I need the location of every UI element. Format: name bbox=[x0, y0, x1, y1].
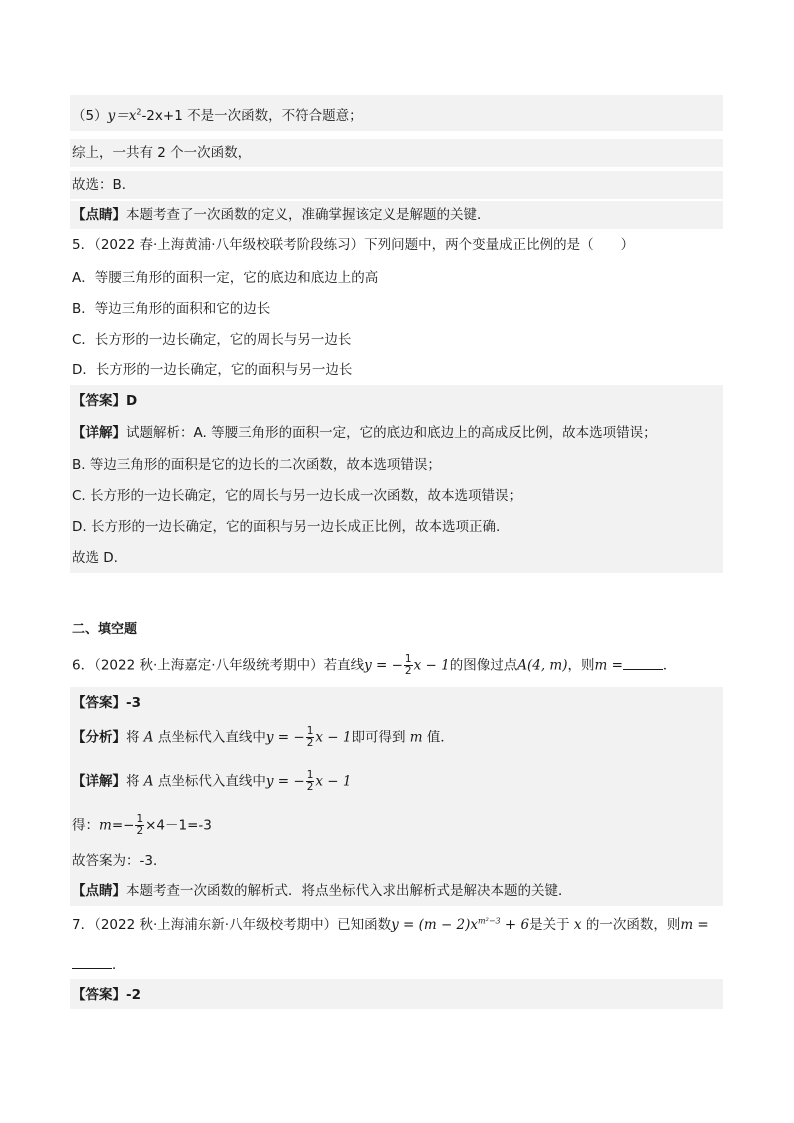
q6-conclusion bbox=[70, 852, 723, 870]
q6-detail-frac-num: 1 bbox=[306, 769, 314, 781]
q5-detail-text-1: 试题解析：A. 等腰三角形的面积一定，它的底边和底边上的高成反比例，故本选项错误； bbox=[126, 425, 657, 441]
q6-analysis-m: m bbox=[409, 729, 423, 746]
q6-detail-frac-den: 2 bbox=[306, 781, 314, 793]
q6-point: A(4, m) bbox=[517, 657, 568, 674]
q7-stem-c: 的一次函数，则 bbox=[585, 917, 681, 933]
q7-stem-a: 7．（2022 秋·上海浦东新·八年级校考期中）已知函数 bbox=[72, 917, 392, 933]
q5-detail-text-2: B. 等边三角形的面积是它的边长的二次函数，故本选项错误； bbox=[72, 457, 441, 473]
q4-comment bbox=[70, 201, 723, 229]
q6-stem-a: 6．（2022 秋·上海嘉定·八年级统考期中）若直线 bbox=[72, 657, 365, 674]
q7-stem bbox=[70, 916, 723, 938]
q7-tail: ． bbox=[112, 957, 126, 973]
q4-comment-tag: 【点睛】 bbox=[72, 207, 126, 223]
q4-line1-sup: 2 bbox=[136, 107, 142, 117]
q7-answer bbox=[70, 979, 723, 1009]
q7-eq: y = (m − 2)x bbox=[391, 917, 479, 933]
q6-eq-y: y = − bbox=[364, 657, 403, 674]
q6-stem bbox=[70, 654, 723, 680]
q5-stem bbox=[70, 236, 723, 254]
q6-analysis-frac-den: 2 bbox=[306, 737, 314, 749]
q6-calc-frac-den: 2 bbox=[136, 825, 144, 837]
q7-eq-sup: m²−3 bbox=[478, 916, 501, 926]
q6-analysis-a: 将 bbox=[126, 729, 140, 746]
q6-analysis-d: 值． bbox=[426, 729, 454, 746]
q6-var-m: m = bbox=[594, 657, 623, 674]
q7-var-x: x bbox=[573, 917, 582, 933]
section-title-text: 二、填空题 bbox=[72, 622, 138, 637]
q7-var-m: m = bbox=[680, 917, 709, 933]
q6-detail-b: 点坐标代入直线中 bbox=[157, 773, 266, 790]
q6-analysis bbox=[70, 726, 723, 752]
q6-analysis-fraction bbox=[306, 726, 315, 749]
q4-line1-eq: y＝x bbox=[107, 108, 137, 124]
q4-line-1 bbox=[70, 95, 723, 131]
q5-option-a-text: A．等腰三角形的面积一定，它的底边和底边上的高 bbox=[72, 270, 379, 286]
q4-line1-rest: -2x+1 不是一次函数，不符合题意； bbox=[141, 108, 363, 124]
q7-stem-b: 是关于 bbox=[529, 917, 570, 933]
q5-detail-text-5: 故选 D. bbox=[72, 550, 118, 566]
q5-detail-text-3: C. 长方形的一边长确定，它的周长与另一边长成一次函数，故本选项错误； bbox=[72, 488, 523, 504]
q6-calc-prefix: 得： bbox=[72, 817, 99, 834]
q6-analysis-eq-tail: x − 1 bbox=[315, 729, 352, 746]
q6-calc bbox=[70, 814, 723, 840]
q4-line3-text: 故选：B． bbox=[72, 177, 136, 193]
q6-fraction bbox=[404, 654, 413, 677]
q6-frac-den: 2 bbox=[404, 665, 412, 677]
q4-line2-text: 综上，一共有 2 个一次函数， bbox=[72, 145, 252, 161]
q6-analysis-tag: 【分析】 bbox=[72, 729, 126, 746]
q6-comment bbox=[70, 882, 723, 900]
q7-eq-tail: + 6 bbox=[500, 917, 530, 933]
q6-solution-block bbox=[70, 687, 723, 906]
q6-answer-text: 【答案】-3 bbox=[72, 695, 141, 711]
q6-detail-a: 将 bbox=[126, 773, 140, 790]
q6-calc-b: ×4－1=-3 bbox=[145, 817, 212, 834]
q6-calc-fraction bbox=[135, 814, 144, 837]
q5-option-c-text: C．长方形的一边长确定，它的周长与另一边长 bbox=[72, 332, 352, 348]
q6-conclusion-text: 故答案为：-3． bbox=[72, 853, 167, 869]
q6-calc-frac-num: 1 bbox=[136, 813, 144, 825]
q5-option-a bbox=[70, 269, 723, 287]
q6-stem-d: ． bbox=[662, 657, 677, 674]
q6-stem-c: ，则 bbox=[567, 657, 595, 674]
q6-frac-num: 1 bbox=[404, 653, 412, 665]
q5-stem-text: 5．（2022 春·上海黄浦·八年级校联考阶段练习）下列问题中，两个变量成正比例的是（ ） bbox=[72, 237, 635, 253]
q6-analysis-var: A bbox=[143, 729, 154, 746]
q6-analysis-b: 点坐标代入直线中 bbox=[157, 729, 266, 746]
q4-comment-text: 本题考查了一次函数的定义，准确掌握该定义是解题的关键． bbox=[126, 207, 491, 223]
q6-detail-fraction bbox=[306, 770, 315, 793]
q6-detail-tag: 【详解】 bbox=[72, 773, 126, 790]
q5-option-d-text: D．长方形的一边长确定，它的面积与另一边长 bbox=[72, 362, 353, 378]
q6-detail bbox=[70, 770, 723, 796]
q6-stem-b: 的图像过点 bbox=[449, 657, 518, 674]
q6-detail-var: A bbox=[143, 773, 154, 790]
q6-calc-a: =− bbox=[111, 817, 135, 834]
q6-analysis-eq-y: y = − bbox=[265, 729, 305, 746]
q5-detail-tag: 【详解】 bbox=[72, 425, 126, 441]
q7-blank-line bbox=[70, 956, 723, 974]
q5-solution-block bbox=[70, 385, 723, 573]
q6-detail-eq-y: y = − bbox=[265, 773, 305, 790]
q5-option-b bbox=[70, 300, 723, 318]
q5-answer bbox=[70, 392, 723, 410]
q6-analysis-frac-num: 1 bbox=[306, 725, 314, 737]
q7-answer-blank[interactable] bbox=[72, 956, 112, 969]
q5-option-d bbox=[70, 361, 723, 379]
q5-detail-text-4: D. 长方形的一边长确定，它的面积与另一边长成正比例，故本选项正确. bbox=[72, 519, 501, 535]
q6-comment-tag: 【点睛】 bbox=[72, 883, 126, 899]
section-title bbox=[70, 621, 723, 639]
q4-line-2 bbox=[70, 139, 723, 167]
q6-eq-tail: x − 1 bbox=[413, 657, 450, 674]
q4-line-3 bbox=[70, 171, 723, 199]
q6-calc-m: m bbox=[99, 817, 112, 834]
q5-detail-line-2 bbox=[70, 456, 723, 474]
q6-comment-text: 本题考查一次函数的解析式．将点坐标代入求出解析式是解决本题的关键． bbox=[126, 883, 572, 899]
q5-detail-line-1 bbox=[70, 424, 723, 442]
q5-detail-line-4 bbox=[70, 518, 723, 536]
q5-option-c bbox=[70, 331, 723, 349]
q6-answer-blank[interactable] bbox=[623, 657, 663, 670]
q6-answer bbox=[70, 694, 723, 712]
q5-detail-line-5 bbox=[70, 549, 723, 567]
q6-analysis-c: 即可得到 bbox=[351, 729, 406, 746]
q6-detail-eq-tail: x − 1 bbox=[315, 773, 352, 790]
q5-answer-text: 【答案】D bbox=[72, 393, 138, 409]
q4-line1-prefix: （5） bbox=[72, 108, 108, 124]
q5-option-b-text: B．等边三角形的面积和它的边长 bbox=[72, 301, 271, 317]
q5-detail-line-3 bbox=[70, 487, 723, 505]
q7-answer-text: 【答案】-2 bbox=[72, 987, 141, 1003]
